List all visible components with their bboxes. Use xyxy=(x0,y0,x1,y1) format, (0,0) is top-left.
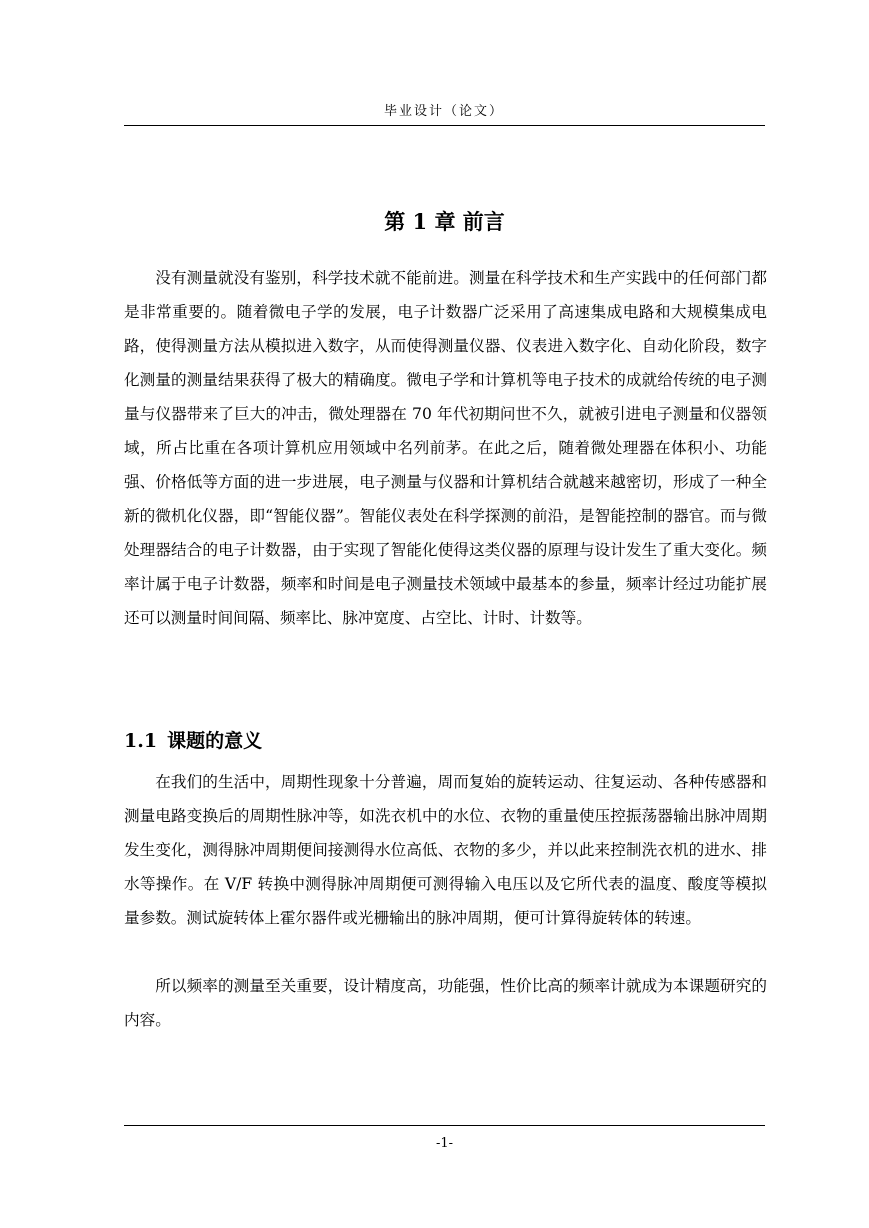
section-paragraph-1: 在我们的生活中，周期性现象十分普遍，周而复始的旋转运动、往复运动、各种传感器和测量电路变换后的周期性脉冲等，如洗衣机中的水位、衣物的重量使压控振荡器输出脉冲周期发生变化，测得脉冲周期便间接测得水位高低、衣物的多少，并以此来控制洗衣机的进水、排水等操作。在 V/F 转换中测得脉冲周期便可测得输入电压以及它所代表的温度、酸度等模拟量参数。测试旋转体上霍尔器件或光栅输出的脉冲周期，便可计算得旋转体的转速。 xyxy=(124,773,767,927)
running-header: 毕业设计（论文） xyxy=(383,104,504,119)
section-number: 1.1 xyxy=(124,730,158,752)
footer-rule xyxy=(124,1125,765,1126)
section-heading xyxy=(124,726,262,756)
chapter-title: 第 1 章 前言 xyxy=(384,209,505,234)
intro-paragraph: 没有测量就没有鉴别，科学技术就不能前进。测量在科学技术和生产实践中的任何部门都是非常重要的。随着微电子学的发展，电子计数器广泛采用了高速集成电路和大规模集成电路，使得测量方法从模拟进入数字，从而使得测量仪器、仪表进入数字化、自动化阶段，数字化测量的测量结果获得了极大的精确度。微电子学和计算机等电子技术的成就给传统的电子测量与仪器带来了巨大的冲击，微处理器在 70 年代初期问世不久，就被引进电子测量和仪器领域，所占比重在各项计算机应用领域中名列前茅。在此之后，随着微处理器在体积小、功能强、价格低等方面的进一步进展，电子测量与仪器和计算机结合就越来越密切，形成了一种全新的微机化仪器，即“智能仪器”。智能仪表处在科学探测的前沿，是智能控制的器官。而与微处理器结合的电子计数器，由于实现了智能化使得这类仪器的原理与设计发生了重大变化。频率计属于电子计数器，频率和时间是电子测量技术领域中最基本的参量，频率计经过功能扩展还可以测量时间间隔、频率比、脉冲宽度、占空比、计时、计数等。 xyxy=(124,269,767,627)
section-paragraph-2: 所以频率的测量至关重要，设计精度高，功能强，性价比高的频率计就成为本课题研究的内容。 xyxy=(124,977,767,1029)
page-number: -1- xyxy=(435,1136,454,1151)
header-rule xyxy=(124,125,765,126)
section-title: 课题的意义 xyxy=(167,730,263,752)
